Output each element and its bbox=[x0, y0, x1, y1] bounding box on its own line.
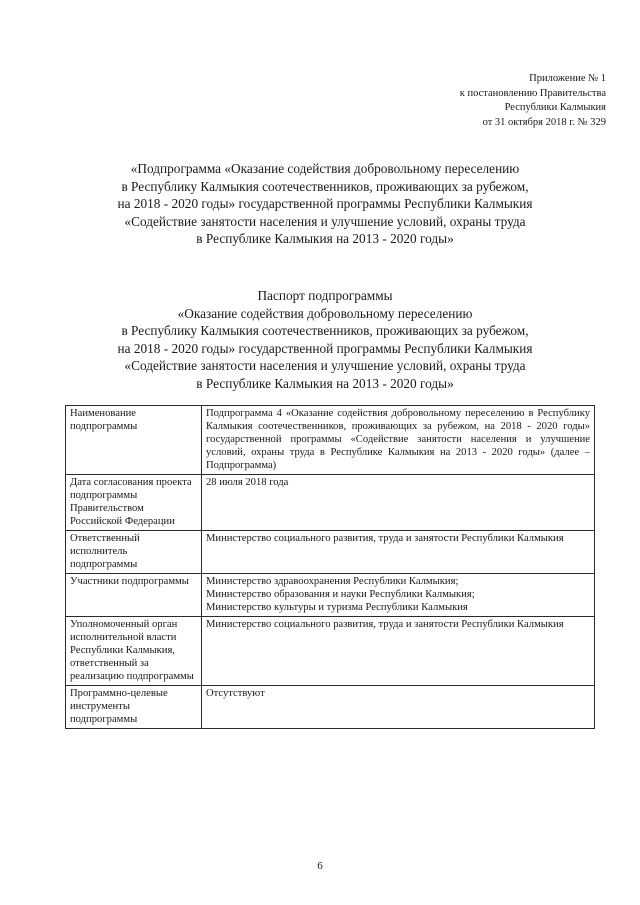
annex-line: Приложение № 1 bbox=[529, 73, 606, 84]
passport-line: Паспорт подпрограммы bbox=[257, 288, 393, 303]
row-label-authorized-body: Уполномоченный орган исполнительной власти Республики Калмыкия, ответственный за реализацию подпрограммы bbox=[66, 617, 202, 686]
title-line: на 2018 - 2020 годы» государственной программы Республики Калмыкия bbox=[117, 196, 533, 211]
passport-heading bbox=[40, 287, 610, 392]
page-number: 6 bbox=[317, 860, 323, 872]
row-value-executor: Министерство социального развития, труда и занятости Республики Калмыкия bbox=[202, 531, 595, 574]
title-line: в Республике Калмыкия на 2013 - 2020 годы» bbox=[196, 231, 454, 246]
participant-item: Министерство культуры и туризма Республики Калмыкия bbox=[206, 602, 468, 613]
table-row bbox=[66, 406, 595, 475]
row-label-participants: Участники подпрограммы bbox=[66, 574, 202, 617]
row-label-executor: Ответственный исполнитель подпрограммы bbox=[66, 531, 202, 574]
row-value-name: Подпрограмма 4 «Оказание содействия добровольному переселению в Республику Калмыкия соотечественников, проживающих за рубежом, на 2018 - 2020 годы» государственной программы «Содействие занятости населения и улучшение условий, охраны труда в Республике Калмыкия на 2013 - 2020 годы» (далее – Подпрограмма) bbox=[202, 406, 595, 475]
table-row bbox=[66, 686, 595, 729]
passport-line: «Оказание содействия добровольному переселению bbox=[177, 305, 473, 321]
passport-line: «Содействие занятости населения и улучшение условий, охраны труда bbox=[124, 358, 526, 373]
annex-header bbox=[460, 72, 606, 130]
annex-line: от 31 октября 2018 г. № 329 bbox=[482, 116, 606, 128]
document-title bbox=[40, 160, 610, 248]
passport-line: на 2018 - 2020 годы» государственной программы Республики Калмыкия bbox=[117, 340, 533, 356]
row-label-name: Наименование подпрограммы bbox=[66, 406, 202, 475]
table-row bbox=[66, 531, 595, 574]
table-row bbox=[66, 617, 595, 686]
row-value-instruments: Отсутствуют bbox=[202, 686, 595, 729]
participant-item: Министерство образования и науки Республики Калмыкия; bbox=[206, 589, 475, 600]
annex-line: Республики Калмыкия bbox=[504, 102, 606, 113]
passport-table bbox=[65, 405, 595, 729]
row-value-approval-date: 28 июля 2018 года bbox=[202, 475, 595, 531]
row-label-instruments: Программно-целевые инструменты подпрограммы bbox=[66, 686, 202, 729]
row-value-participants bbox=[202, 574, 595, 617]
passport-line: в Республике Калмыкия на 2013 - 2020 годы» bbox=[196, 375, 454, 391]
title-line: в Республику Калмыкия соотечественников, проживающих за рубежом, bbox=[121, 178, 529, 194]
row-label-approval-date: Дата согласования проекта подпрограммы Правительством Российской Федерации bbox=[66, 475, 202, 531]
participant-item: Министерство здравоохранения Республики Калмыкия; bbox=[206, 576, 459, 587]
table-row bbox=[66, 574, 595, 617]
row-value-authorized-body: Министерство социального развития, труда и занятости Республики Калмыкия bbox=[202, 617, 595, 686]
annex-line: к постановлению Правительства bbox=[459, 87, 606, 99]
title-line: «Содействие занятости населения и улучшение условий, охраны труда bbox=[124, 213, 526, 229]
passport-line: в Республику Калмыкия соотечественников, проживающих за рубежом, bbox=[121, 323, 529, 338]
title-line: «Подпрограмма «Оказание содействия добровольному переселению bbox=[130, 161, 520, 176]
table-row bbox=[66, 475, 595, 531]
